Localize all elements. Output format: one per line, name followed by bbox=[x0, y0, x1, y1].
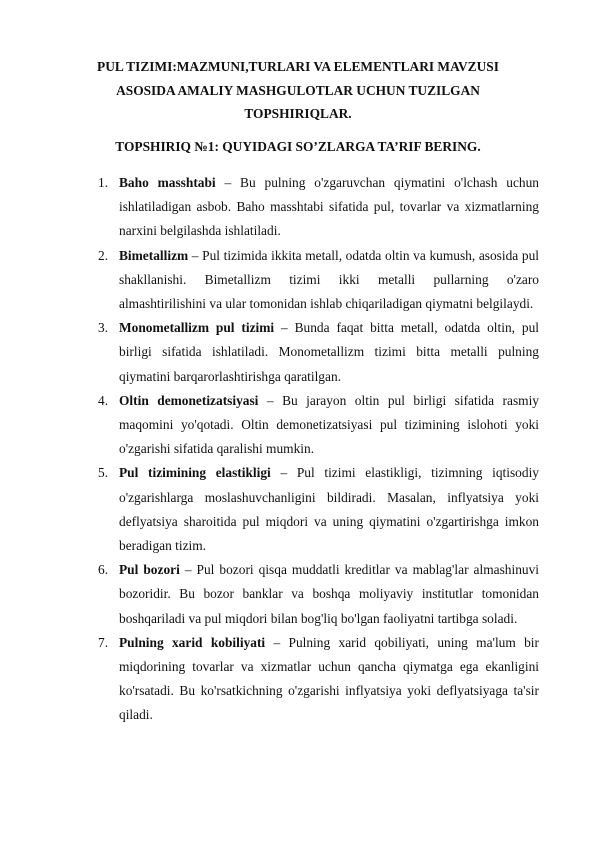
item-definition: – Pulning xarid qobiliyati, uning ma'lum bir miqdorining tovarlar va xizmatlar uchun qancha qiymatga ega ekanligini ko'rsatadi. Bu ko'rsatkichning o'zgarishi inflyatsiya yoki deflyatsiyaga ta'sir qiladi. bbox=[119, 634, 539, 723]
item-text bbox=[119, 244, 539, 317]
task-heading: TOPSHIRIQ №1: QUYIDAGI SO’ZLARGA TA’RIF BERING. bbox=[115, 139, 481, 154]
item-number: 1. bbox=[98, 175, 109, 190]
list-item bbox=[0, 461, 596, 558]
definition-list bbox=[0, 171, 596, 728]
item-definition: – Pul bozori qisqa muddatli kreditlar va mablag'lar almashinuvi bozoridir. Bu bozor banklar va boshqa moliyaviy institutlar tomonidan boshqariladi va pul miqdori bilan bog'liq bo'lgan faoliyatni tartibga soladi. bbox=[119, 562, 539, 626]
item-term: Pulning xarid kobiliyati bbox=[119, 634, 266, 650]
item-term: Monometallizm pul tizimi bbox=[119, 320, 275, 336]
item-number: 5. bbox=[98, 465, 109, 481]
list-item bbox=[0, 171, 596, 244]
item-text bbox=[119, 461, 539, 558]
list-item bbox=[0, 389, 596, 462]
item-term: Oltin demonetizatsiyasi bbox=[119, 392, 259, 408]
item-number: 7. bbox=[98, 634, 109, 650]
item-number: 2. bbox=[98, 247, 109, 263]
item-definition: – Bu pulning o'zgaruvchan qiymatini o'lchash uchun ishlatiladigan asbob. Baho masshtabi sifatida pul, tovarlar va xizmatlarning narxini belgilashda ishlatiladi. bbox=[119, 175, 539, 239]
item-definition: – Bunda faqat bitta metall, odatda oltin, pul birligi sifatida ishlatiladi. Monometallizm tizimi bitta metalli pulning qiymatini barqarorlashtirishga qaratilgan. bbox=[119, 320, 539, 384]
item-number: 4. bbox=[98, 392, 109, 408]
item-term: Pul bozori bbox=[119, 562, 180, 578]
item-text bbox=[119, 389, 539, 462]
list-item bbox=[0, 244, 596, 317]
list-item bbox=[0, 558, 596, 631]
item-text bbox=[119, 631, 539, 728]
item-term: Bimetallizm bbox=[119, 247, 189, 263]
item-term: Pul tizimining elastikligi bbox=[119, 465, 271, 481]
title-line: TOPSHIRIQLAR. bbox=[244, 106, 352, 121]
item-term: Baho masshtabi bbox=[119, 175, 216, 190]
document-title bbox=[80, 55, 516, 126]
item-text bbox=[119, 558, 539, 631]
item-text bbox=[119, 171, 539, 244]
title-line: PUL TIZIMI:MAZMUNI,TURLARI VA ELEMENTLARI MAVZUSI bbox=[97, 59, 499, 74]
item-definition: – Pul tizimi elastikligi, tizimning iqtisodiy o'zgarishlarga moslashuvchanligini bildiradi. Masalan, inflyatsiya yoki deflyatsiya sharoitida pul miqdori va uning qiymatini o'zgartirishga imkon beradigan tizim. bbox=[119, 465, 539, 554]
title-line: ASOSIDA AMALIY MASHGULOTLAR UCHUN TUZILGAN bbox=[116, 82, 480, 98]
item-definition: – Bu jarayon oltin pul birligi sifatida rasmiy maqomini yo'qotadi. Oltin demonetizatsiyasi pul tizimining islohoti yoki o'zgarishi sifatida qaralishi mumkin. bbox=[119, 392, 539, 457]
item-definition: – Pul tizimida ikkita metall, odatda oltin va kumush, asosida pul shakllanishi. Bimetallizm tizimi ikki metalli pullarning o'zaro almashtirilishini va ular tomonidan ishlab chiqariladigan qiymatni belgilaydi. bbox=[119, 247, 539, 312]
list-item bbox=[0, 631, 596, 728]
item-number: 3. bbox=[98, 320, 109, 336]
item-number: 6. bbox=[98, 562, 109, 578]
list-item bbox=[0, 316, 596, 389]
item-text bbox=[119, 316, 539, 389]
